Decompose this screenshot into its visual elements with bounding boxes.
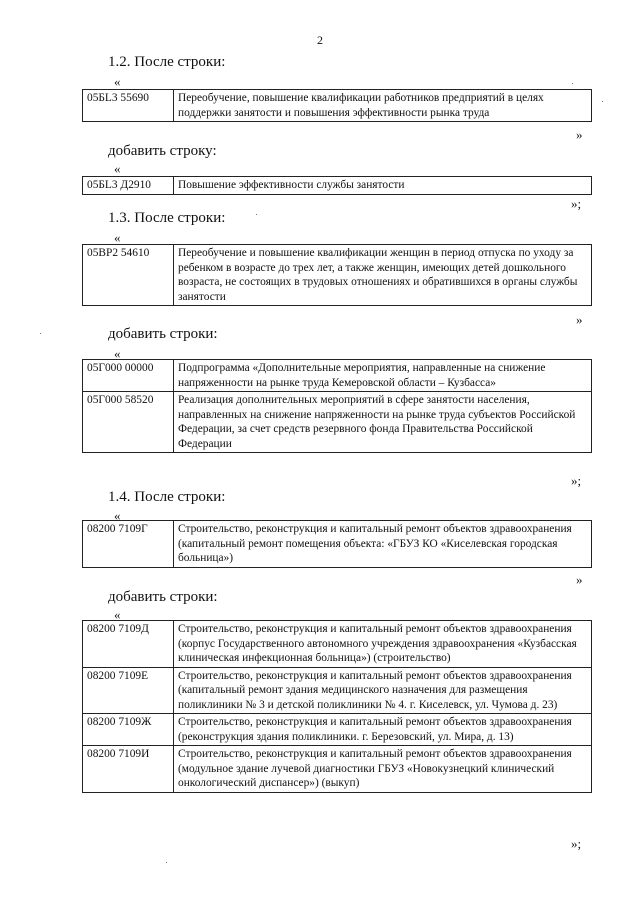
table-row bbox=[83, 360, 592, 392]
table-row bbox=[83, 392, 592, 453]
code-table-1-4 bbox=[82, 520, 592, 568]
close-quote: »; bbox=[571, 196, 582, 211]
row-description: Переобучение и повышение квалификации женщин в период отпуска по уходу за ребенком в возрасте до трех лет, а также женщин, имеющих детей дошкольного возраста, не состоящих в трудовых отношениях и обратившихся в органы службы занятости bbox=[174, 245, 592, 306]
row-description: Строительство, реконструкция и капитальный ремонт объектов здравоохранения (капитальный ремонт помещения объекта: «ГБУЗ КО «Киселевская городская больница») bbox=[174, 521, 592, 568]
table-row bbox=[83, 177, 592, 195]
scan-speck bbox=[256, 214, 257, 215]
section-heading-1-2: 1.2. После строки: bbox=[108, 54, 226, 70]
table-row bbox=[83, 245, 592, 306]
table-row bbox=[83, 90, 592, 122]
budget-code: 05Г000 00000 bbox=[83, 360, 174, 392]
scan-speck bbox=[602, 101, 603, 102]
budget-code: 08200 7109Ж bbox=[83, 714, 174, 746]
row-description: Повышение эффективности службы занятости bbox=[174, 177, 592, 195]
close-quote: » bbox=[576, 312, 583, 327]
section-heading-1-4: 1.4. После строки: bbox=[108, 489, 226, 505]
budget-code: 05БL3 55690 bbox=[83, 90, 174, 122]
budget-code: 08200 7109Г bbox=[83, 521, 174, 568]
code-table-1-3 bbox=[82, 244, 592, 306]
code-table-add-1 bbox=[82, 176, 592, 195]
section-heading-add-rows: добавить строки: bbox=[108, 326, 218, 342]
budget-code: 05ВР2 54610 bbox=[83, 245, 174, 306]
open-quote: « bbox=[114, 230, 121, 245]
budget-code: 08200 7109Е bbox=[83, 667, 174, 714]
row-description: Строительство, реконструкция и капитальный ремонт объектов здравоохранения (реконструкция здания поликлиники. г. Березовский, ул. Мира, д. 13) bbox=[174, 714, 592, 746]
close-quote: »; bbox=[571, 473, 582, 488]
row-description: Переобучение, повышение квалификации работников предприятий в целях поддержки занятости и повышения эффективности рынка труда bbox=[174, 90, 592, 122]
table-row bbox=[83, 714, 592, 746]
table-row bbox=[83, 521, 592, 568]
budget-code: 05Г000 58520 bbox=[83, 392, 174, 453]
page-number: 2 bbox=[317, 33, 323, 47]
close-quote: » bbox=[576, 572, 583, 587]
open-quote: « bbox=[114, 346, 121, 361]
scan-speck bbox=[166, 862, 167, 863]
section-heading-1-3: 1.3. После строки: bbox=[108, 210, 226, 226]
open-quote: « bbox=[114, 161, 121, 176]
close-quote: » bbox=[576, 127, 583, 142]
section-heading-add-row: добавить строку: bbox=[108, 143, 217, 159]
close-quote: »; bbox=[571, 836, 582, 851]
section-heading-add-rows: добавить строки: bbox=[108, 589, 218, 605]
row-description: Строительство, реконструкция и капитальный ремонт объектов здравоохранения (капитальный ремонт здания медицинского назначения для размещения поликлиники № 3 и детской поликлиники № 4. г. Киселевск, ул. Чумова д. 23) bbox=[174, 667, 592, 714]
row-description: Подпрограмма «Дополнительные мероприятия, направленные на снижение напряженности на рынке труда Кемеровской области – Кузбасса» bbox=[174, 360, 592, 392]
code-table-add-2 bbox=[82, 359, 592, 453]
open-quote: « bbox=[114, 508, 121, 523]
table-row bbox=[83, 746, 592, 793]
budget-code: 08200 7109И bbox=[83, 746, 174, 793]
row-description: Строительство, реконструкция и капитальный ремонт объектов здравоохранения (модульное здание лучевой диагностики ГБУЗ «Новокузнецкий клинический онкологический диспансер») (выкуп) bbox=[174, 746, 592, 793]
open-quote: « bbox=[114, 74, 121, 89]
scan-speck bbox=[40, 333, 41, 334]
scan-speck bbox=[572, 83, 573, 84]
code-table-1-2 bbox=[82, 89, 592, 122]
table-row bbox=[83, 667, 592, 714]
row-description: Строительство, реконструкция и капитальный ремонт объектов здравоохранения (корпус Государственного автономного учреждения здравоохранения «Кузбасская клиническая инфекционная больница») (строительство) bbox=[174, 621, 592, 668]
row-description: Реализация дополнительных мероприятий в сфере занятости населения, направленных на снижение напряженности на рынке труда субъектов Российской Федерации, за счет средств резервного фонда Правительства Российской Федерации bbox=[174, 392, 592, 453]
code-table-add-3 bbox=[82, 620, 592, 793]
budget-code: 08200 7109Д bbox=[83, 621, 174, 668]
table-row bbox=[83, 621, 592, 668]
budget-code: 05БL3 Д2910 bbox=[83, 177, 174, 195]
open-quote: « bbox=[114, 607, 121, 622]
